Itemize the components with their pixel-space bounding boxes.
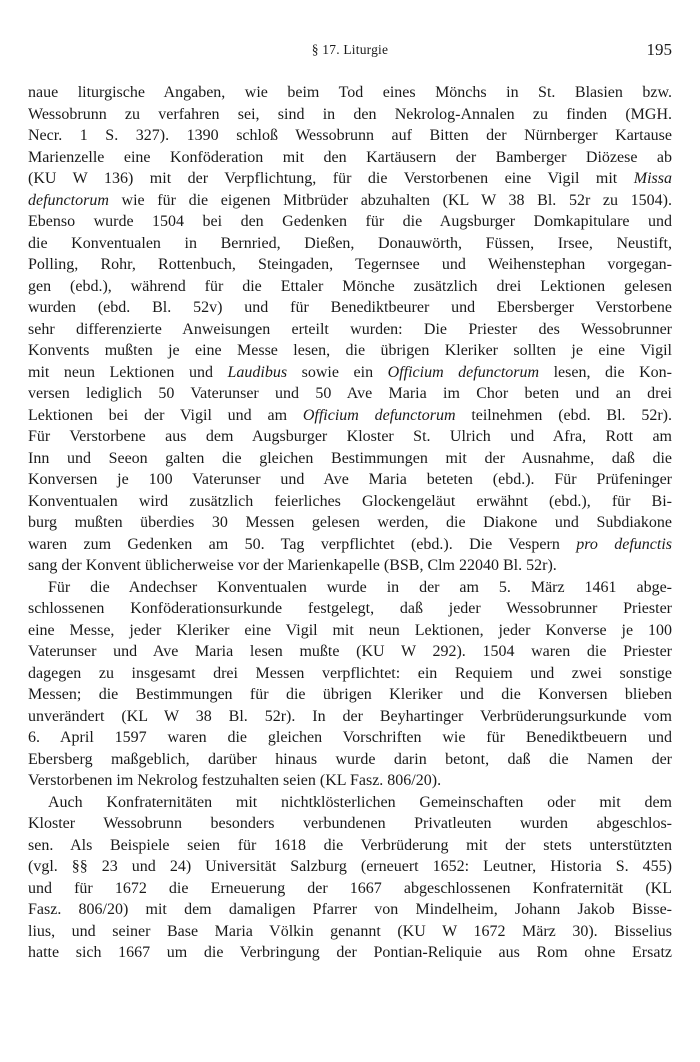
text-line xyxy=(28,598,672,620)
text-segment: Konversen je 100 Vaterunser und Ave Maria beteten (ebd.). Für Prüfeninger xyxy=(28,471,672,488)
text-line xyxy=(28,104,672,126)
text-line xyxy=(28,254,672,276)
text-line xyxy=(28,577,672,599)
text-line xyxy=(28,340,672,362)
text-segment: Ebenso wurde 1504 bei den Gedenken für die Augsburger Domkapitulare und xyxy=(28,213,672,230)
text-line xyxy=(28,792,672,814)
text-segment: dagegen zu insgesamt drei Messen verpflichtet: ein Requiem und zwei sonstige xyxy=(28,664,672,682)
text-segment: Ebersberg maßgeblich, darüber hinaus wurde darin betont, daß die Namen der xyxy=(28,750,672,768)
text-segment: gen (ebd.), während für die Ettaler Mönche zusätzlich drei Lektionen gelesen xyxy=(28,277,672,295)
text-line xyxy=(28,921,672,943)
italic-text: Officium defunctorum xyxy=(387,363,540,381)
text-line xyxy=(28,770,672,792)
text-segment: naue liturgische Angaben, wie beim Tod eines Mönchs in St. Blasien bzw. xyxy=(28,84,672,101)
text-line xyxy=(28,82,672,104)
text-line xyxy=(28,727,672,749)
italic-text: defunctorum xyxy=(28,191,109,209)
text-line xyxy=(28,899,672,921)
text-line xyxy=(28,168,672,190)
text-line xyxy=(28,125,672,147)
text-segment: Auch Konfraternitäten mit nichtklösterlichen Gemeinschaften oder mit dem xyxy=(48,793,672,811)
text-line xyxy=(28,856,672,878)
text-segment: unverändert (KL W 38 Bl. 52r). In der Beyhartinger Verbrüderungsurkunde vom xyxy=(28,707,672,725)
text-segment: burg mußten überdies 30 Messen gelesen werden, die Diakone und Subdiakone xyxy=(28,514,672,531)
text-line xyxy=(28,276,672,298)
text-segment: mit neun Lektionen und xyxy=(28,363,228,381)
text-segment: Kloster Wessobrunn besonders verbundenen Privatleuten wurden abgeschlos- xyxy=(28,815,672,832)
text-line xyxy=(28,555,672,577)
text-segment: (KU W 136) mit der Verpflichtung, für die Verstorbenen eine Vigil mit xyxy=(28,170,634,187)
text-line xyxy=(28,383,672,405)
text-line xyxy=(28,749,672,771)
text-segment: Vaterunser und Ave Maria lesen mußte (KU W 292). 1504 waren die Priester xyxy=(28,643,672,660)
text-segment: Für die Andechser Konventualen wurde in der am 5. März 1461 abge- xyxy=(48,578,672,596)
text-segment: lesen, die Kon- xyxy=(539,363,673,381)
text-segment: wie für die eigenen Mitbrüder abzuhalten (KL W 38 Bl. 52r zu 1504). xyxy=(108,191,672,209)
page-number: 195 xyxy=(646,40,672,59)
text-line xyxy=(28,448,672,470)
text-segment: sehr differenzierte Anweisungen erteilt wurden: Die Priester des Wessobrunner xyxy=(28,320,672,338)
text-line xyxy=(28,405,672,427)
text-segment: sen. Als Beispiele seien für 1618 die Verbrüderung mit der stets unterstützten xyxy=(28,836,672,854)
italic-text: Laudibus xyxy=(227,363,288,381)
text-line xyxy=(28,878,672,900)
text-segment: Konventualen wird zusätzlich feierliches Glockengeläut erwähnt (ebd.), für Bi- xyxy=(28,492,672,510)
text-line xyxy=(28,641,672,663)
body-text xyxy=(28,82,672,964)
section-title: § 17. Liturgie xyxy=(311,42,389,57)
text-segment: eine Messe, jeder Kleriker eine Vigil mit neun Lektionen, jeder Konverse je 100 xyxy=(28,621,672,639)
text-segment: schlossenen Konföderationsurkunde festgelegt, daß jeder Wessobrunner Priester xyxy=(28,600,672,617)
text-line xyxy=(28,147,672,169)
text-segment: Lektionen bei der Vigil und am xyxy=(28,406,303,424)
text-line xyxy=(28,491,672,513)
text-line xyxy=(28,813,672,835)
italic-text: Officium defunctorum xyxy=(302,406,456,424)
text-line xyxy=(28,190,672,212)
text-segment: waren zum Gedenken am 50. Tag verpflichtet (ebd.). Die Vespern xyxy=(28,535,577,553)
text-line xyxy=(28,233,672,255)
text-segment: (vgl. §§ 23 und 24) Universität Salzburg (erneuert 1652: Leutner, Historia S. 455) xyxy=(28,858,672,875)
text-segment: versen lediglich 50 Vaterunser und 50 Ave Maria im Chor beten und an drei xyxy=(28,385,672,402)
text-segment: Konvents mußten je eine Messe lesen, die übrigen Kleriker sollten je eine Vigil xyxy=(28,342,672,359)
text-segment: Inn und Seeon galten die gleichen Bestimmungen mit der Ausnahme, daß die xyxy=(28,449,672,467)
text-line xyxy=(28,426,672,448)
text-segment: Marienzelle eine Konföderation mit den Kartäusern der Bamberger Diözese ab xyxy=(28,148,672,166)
text-segment: die Konventualen in Bernried, Dießen, Donauwörth, Füssen, Irsee, Neustift, xyxy=(28,234,672,252)
text-segment: Necr. 1 S. 327). 1390 schloß Wessobrunn auf Bitten der Nürnberger Kartause xyxy=(28,127,672,144)
text-segment: Wessobrunn zu verfahren sei, sind in den Nekrolog-Annalen zu finden (MGH. xyxy=(28,105,672,123)
text-line xyxy=(28,620,672,642)
text-line xyxy=(28,942,672,964)
text-line xyxy=(28,663,672,685)
text-segment: lius, und seiner Base Maria Völkin genannt (KU W 1672 März 30). Bisselius xyxy=(28,922,672,940)
text-segment: sowie ein xyxy=(287,363,388,381)
text-line xyxy=(28,362,672,384)
text-segment: Messen; die Bestimmungen für die übrigen Kleriker und die Konversen blieben xyxy=(28,686,672,703)
text-segment: wurden (ebd. Bl. 52v) und für Benediktbeurer und Ebersberger Verstorbene xyxy=(28,299,672,316)
text-line xyxy=(28,512,672,534)
text-line xyxy=(28,297,672,319)
text-segment: Für Verstorbene aus dem Augsburger Kloster St. Ulrich und Afra, Rott am xyxy=(28,428,672,445)
text-segment: Fasz. 806/20) mit dem damaligen Pfarrer von Mindelheim, Johann Jakob Bisse- xyxy=(28,901,672,918)
text-segment: 6. April 1597 waren die gleichen Vorschriften wie für Benediktbeuern und xyxy=(28,729,672,746)
text-segment: Polling, Rohr, Rottenbuch, Steingaden, Tegernsee und Weihenstephan vorgegan- xyxy=(28,256,672,273)
text-line xyxy=(28,211,672,233)
text-line xyxy=(28,319,672,341)
text-segment: und für 1672 die Erneuerung der 1667 abgeschlossenen Konfraternität (KL xyxy=(28,879,672,897)
running-header xyxy=(28,42,672,64)
text-line xyxy=(28,684,672,706)
text-line xyxy=(28,706,672,728)
text-segment: sang der Konvent üblicherweise vor der Marienkapelle (BSB, Clm 22040 Bl. 52r). xyxy=(28,557,557,574)
text-line xyxy=(28,534,672,556)
text-segment: hatte sich 1667 um die Verbringung der Pontian-Reliquie aus Rom ohne Ersatz xyxy=(28,944,672,961)
italic-text: pro defunctis xyxy=(576,535,673,553)
text-segment: teilnehmen (ebd. Bl. 52r). xyxy=(455,406,673,424)
text-line xyxy=(28,835,672,857)
text-segment: Verstorbenen im Nekrolog festzuhalten seien (KL Fasz. 806/20). xyxy=(28,772,442,789)
text-line xyxy=(28,469,672,491)
italic-text: Missa xyxy=(633,170,672,187)
